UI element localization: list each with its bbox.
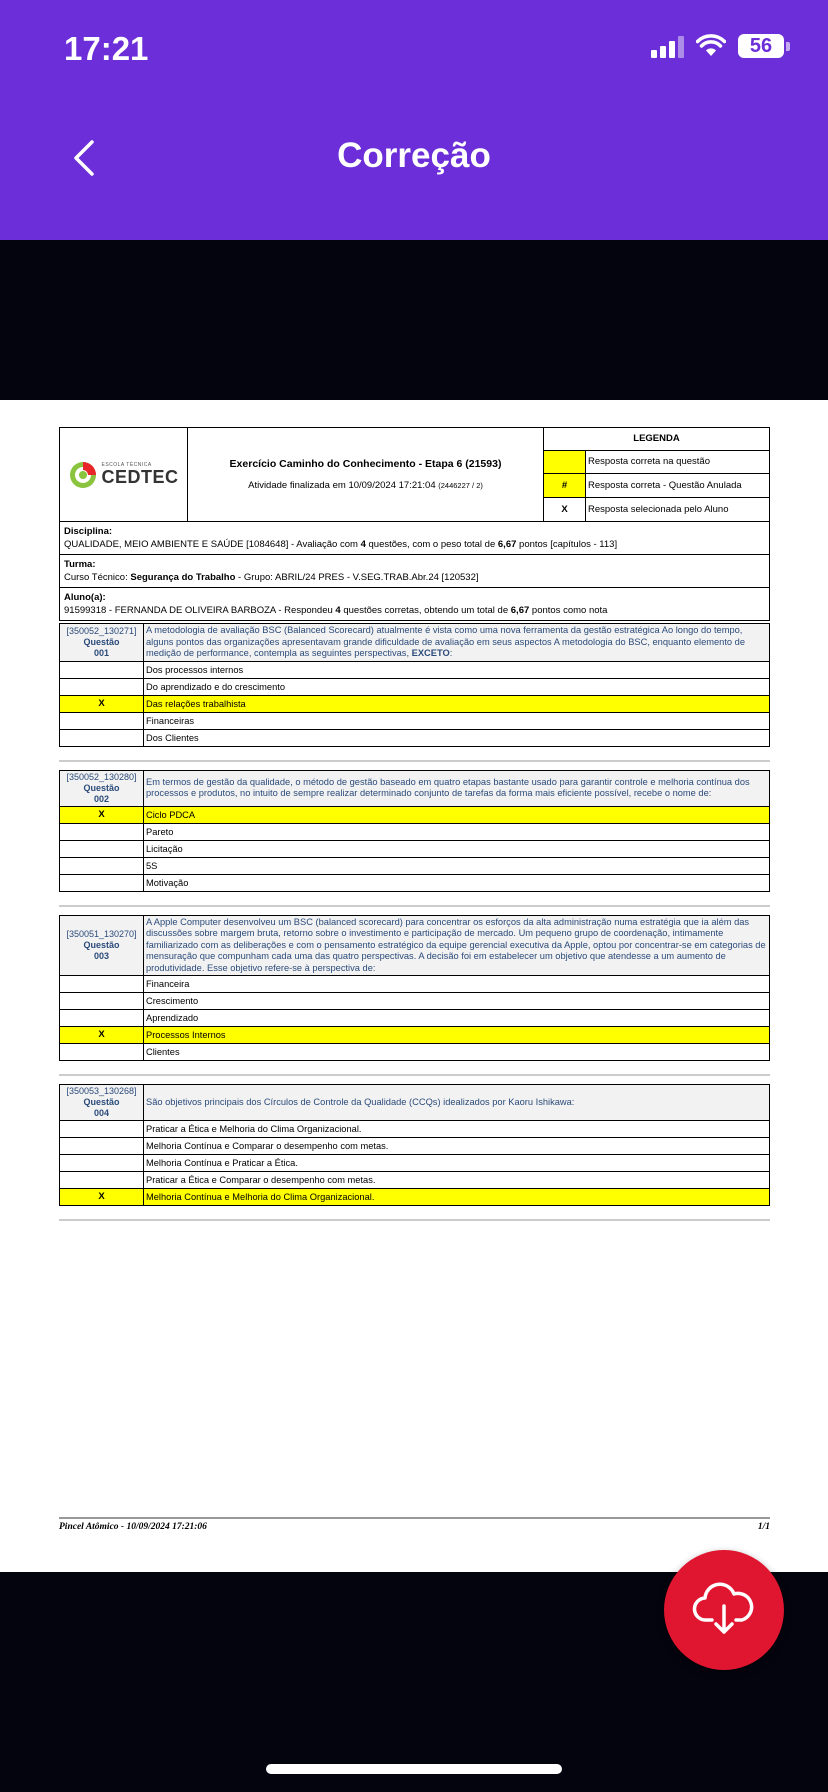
legend-symbol (544, 450, 586, 474)
option-row-selected: X Ciclo PDCA (60, 806, 770, 823)
page-footer (59, 1517, 770, 1532)
question-text: Em termos de gestão da qualidade, o método de gestão baseado em quatro etapas bastante usado para garantir controle e melhoria contínua dos processos e produtos, no intuito de sempre realizar determinado conjunto de tarefas da forma mais eficiente possível, recebe o nome de: (144, 770, 770, 806)
battery-level: 56 (738, 34, 784, 58)
option-row: Melhoria Contínua e Praticar a Ética. (60, 1155, 770, 1172)
status-icons (651, 34, 790, 58)
option-row-selected: X Processos Internos (60, 1027, 770, 1044)
option-row: Crescimento (60, 993, 770, 1010)
pdf-page (0, 400, 828, 1572)
navigation-bar (0, 100, 828, 240)
wifi-icon (696, 34, 726, 58)
logo: ESCOLA TÉCNICA CEDTEC (60, 428, 188, 522)
option-row: Praticar a Ética e Comparar o desempenho com metas. (60, 1172, 770, 1189)
option-row-selected: X Das relações trabalhista (60, 695, 770, 712)
option-row: Do aprendizado e do crescimento (60, 678, 770, 695)
download-button[interactable] (664, 1550, 784, 1670)
divider (59, 752, 770, 762)
question-block (59, 1084, 770, 1206)
divider (59, 897, 770, 907)
report-header (59, 427, 770, 621)
cloud-download-icon (692, 1582, 756, 1638)
legend-heading: LEGENDA (544, 428, 770, 451)
question-text: A metodologia de avaliação BSC (Balanced Scorecard) atualmente é vista como uma nova ferramenta da gestão estratégica Ao longo do tempo, alguns pontos das organizações apresentavam grande dificuldade de avaliação em seus aspectos A metodologia do BSC, enquanto elemento de medição de performance, contempla as seguintes perspectivas, EXCETO: (144, 624, 770, 662)
cedtec-logo-icon (68, 460, 98, 490)
option-row: Melhoria Contínua e Comparar o desempenho com metas. (60, 1138, 770, 1155)
question-block (59, 915, 770, 1062)
option-row: Praticar a Ética e Melhoria do Clima Organizacional. (60, 1121, 770, 1138)
divider (59, 1211, 770, 1221)
report-sheet (59, 427, 770, 1229)
option-row: Clientes (60, 1044, 770, 1061)
aluno-info: Aluno(a): 91599318 - FERNANDA DE OLIVEIRA BARBOZA - Respondeu 4 questões corretas, obtendo um total de 6,67 pontos como nota (60, 588, 770, 621)
question-text: São objetivos principais dos Círculos de Controle da Qualidade (CCQs) idealizados por Kaoru Ishikawa: (144, 1085, 770, 1121)
legend-label: Resposta correta na questão (586, 450, 770, 474)
option-row: Aprendizado (60, 1010, 770, 1027)
question-id: [350052_130271] Questão 001 (60, 624, 144, 662)
footer-timestamp: Pincel Atômico - 10/09/2024 17:21:06 (59, 1522, 207, 1532)
question-text: A Apple Computer desenvolveu um BSC (balanced scorecard) para concentrar os esforços da alta administração numa estratégia que ia além das discussões sobre margem bruta, retorno sobre o investimento e participação de mercado. Um pequeno grupo de coordenação, intimamente familiarizado com as deliberações e com o pensamento estratégico da equipe gerencial executiva da Apple, optou por concentrar-se em categorias de mensuração que compunham cada uma das quatro perspectivas. A decisão foi em estabelecer um objetivo que atendesse a um aumento de produtividade. Esse objetivo refere-se à perspectiva de: (144, 915, 770, 976)
question-id: [350051_130270] Questão 003 (60, 915, 144, 976)
legend-symbol: X (544, 498, 586, 522)
legend-label: Resposta selecionada pelo Aluno (586, 498, 770, 522)
status-bar (0, 0, 828, 100)
legend-symbol: # (544, 474, 586, 498)
option-row: Pareto (60, 823, 770, 840)
viewer-background (0, 240, 828, 400)
disciplina-info: Disciplina: QUALIDADE, MEIO AMBIENTE E SAÚDE [1084648] - Avaliação com 4 questões, com o peso total de 6,67 pontos [capítulos - 113] (60, 522, 770, 555)
home-indicator[interactable] (266, 1764, 562, 1774)
question-id: [350053_130268] Questão 004 (60, 1085, 144, 1121)
option-row: 5S (60, 857, 770, 874)
status-time: 17:21 (64, 30, 149, 67)
signal-icon (651, 34, 684, 58)
option-row: Financeiras (60, 712, 770, 729)
option-row-selected: X Melhoria Contínua e Melhoria do Clima Organizacional. (60, 1189, 770, 1206)
page-title: Correção (337, 136, 491, 175)
question-block (59, 770, 770, 892)
option-row: Dos Clientes (60, 729, 770, 746)
question-block (59, 623, 770, 747)
battery-icon (738, 34, 790, 58)
turma-info: Turma: Curso Técnico: Segurança do Trabalho - Grupo: ABRIL/24 PRES - V.SEG.TRAB.Abr.24 [120532] (60, 555, 770, 588)
option-row: Financeira (60, 976, 770, 993)
option-row: Motivação (60, 874, 770, 891)
divider (59, 1066, 770, 1076)
question-id: [350052_130280] Questão 002 (60, 770, 144, 806)
option-row: Dos processos internos (60, 661, 770, 678)
option-row: Licitação (60, 840, 770, 857)
page-number: 1/1 (757, 1522, 770, 1532)
legend-label: Resposta correta - Questão Anulada (586, 474, 770, 498)
report-title: Exercício Caminho do Conhecimento - Etapa 6 (21593) Atividade finalizada em 10/09/2024 17:21:04 (2446227 / 2) (188, 428, 544, 522)
